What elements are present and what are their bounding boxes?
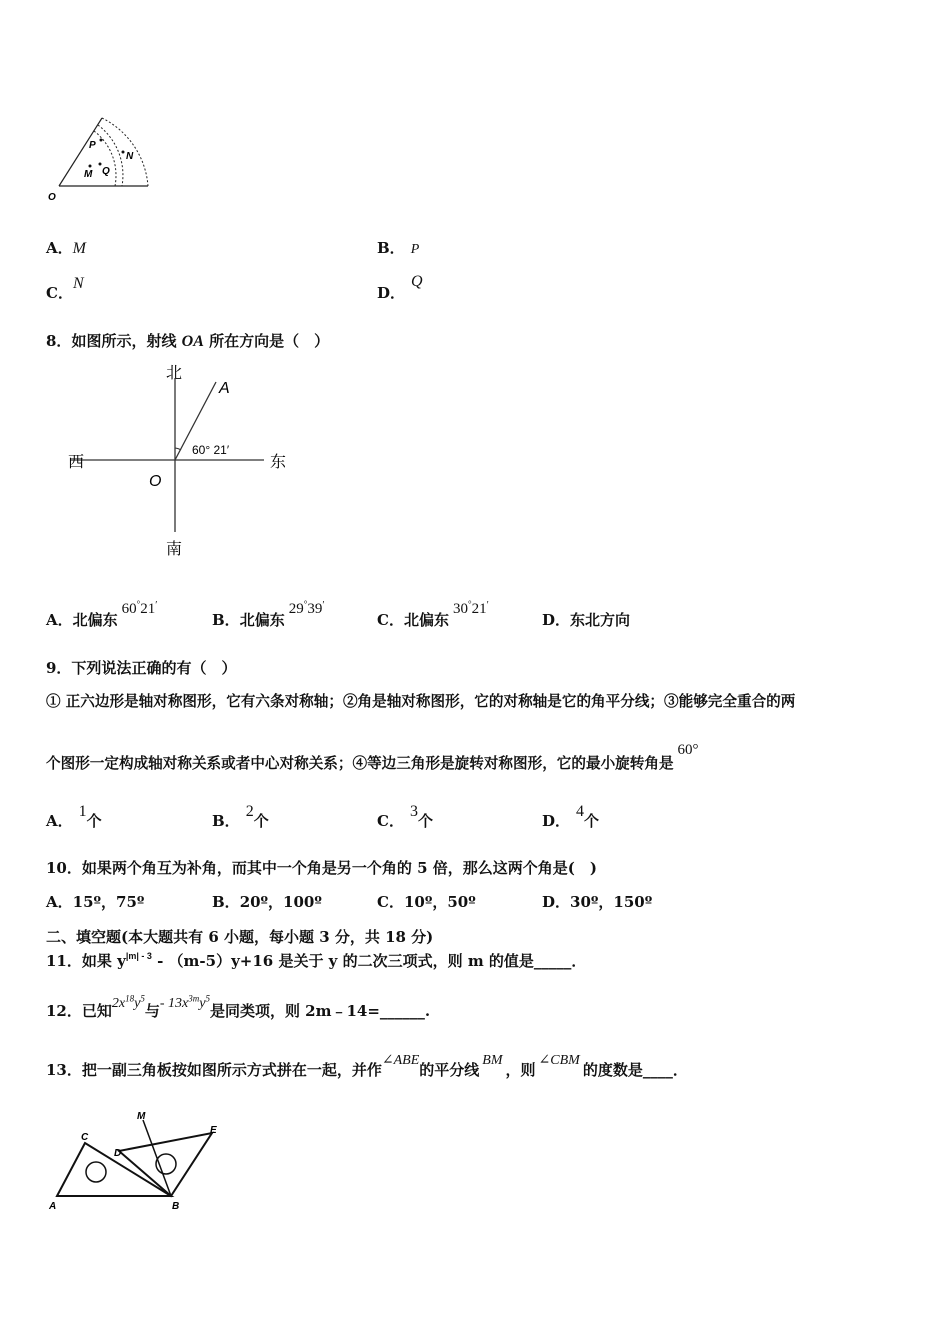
triangle-deb xyxy=(119,1133,212,1196)
q11-exponent: |m| - 3 xyxy=(125,951,152,961)
label-d-fig: D xyxy=(114,1148,122,1159)
label-c-fig: C xyxy=(81,1132,89,1143)
label-m-fig: M xyxy=(137,1111,146,1122)
label-a: A xyxy=(219,380,230,397)
label-q: Q xyxy=(102,166,110,177)
label-angle: 60° 21′ xyxy=(192,443,230,457)
q8-option-c-angle: 30°21′ xyxy=(452,599,489,617)
q7-option-c-value: N xyxy=(72,275,84,292)
label-p: P xyxy=(89,140,96,151)
q13-line-bm: BM xyxy=(482,1053,503,1068)
point-m xyxy=(89,165,92,168)
q9-option-d[interactable]: D．4个 xyxy=(542,803,600,830)
sector-ray-left xyxy=(59,118,102,186)
q8-option-c[interactable]: C．北偏东30°21′ xyxy=(377,599,489,629)
q13-text: 13．把一副三角板按如图所示方式拼在一起，并作∠ABE的平分线BM，则∠CBM的度数是____． xyxy=(46,1053,688,1079)
q7-option-a-value: M xyxy=(72,240,86,257)
q9-option-a[interactable]: A．1个 xyxy=(46,803,102,830)
q9-statement-line2: 个图形一定构成轴对称关系或者中心对称关系；④等边三角形是旋转对称图形，它的最小旋转角是60° xyxy=(46,742,699,772)
q12-term2: - $13x^{3m}y^5$ xyxy=(159,993,210,1011)
direction-figure xyxy=(62,360,302,560)
q10-option-a[interactable]: A．15º，75º xyxy=(46,893,145,911)
q8-option-b[interactable]: B．北偏东29°39′ xyxy=(212,599,325,629)
q9-angle-value: 60° xyxy=(677,742,699,758)
q8-option-b-angle: 29°39′ xyxy=(288,599,325,617)
label-m: M xyxy=(84,169,93,180)
label-e-fig: E xyxy=(210,1125,217,1136)
q11-text: 11．如果 $y^{|m| - 3} - (m-5)y+16$ 是关于 y 的二次三项式，则 m 的值是_____． xyxy=(46,951,587,970)
q8-option-a[interactable]: A．北偏东60°21′ xyxy=(46,599,158,629)
arc-inner xyxy=(94,131,116,186)
label-north: 北 xyxy=(166,365,183,382)
sector-figure xyxy=(44,104,164,204)
point-p xyxy=(100,139,103,142)
q7-option-c[interactable]: C．N xyxy=(46,275,84,302)
q8-option-a-angle: 60°21′ xyxy=(121,599,158,617)
point-n xyxy=(122,151,125,154)
q8-stem: 8．如图所示，射线 OA 所在方向是（ ） xyxy=(46,332,330,350)
label-o: O xyxy=(48,192,56,203)
label-east: 东 xyxy=(270,454,287,471)
q9-stem: 9．下列说法正确的有（ ） xyxy=(46,659,237,677)
label-south: 南 xyxy=(166,541,183,558)
label-a-fig: A xyxy=(49,1201,57,1212)
q7-option-d-value: Q xyxy=(411,273,423,290)
label-origin: O xyxy=(149,473,162,490)
q9-statement-line1: ① 正六边形是轴对称图形，它有六条对称轴；②角是轴对称图形，它的对称轴是它的角平分线；③能够完全重合的两 xyxy=(46,693,796,710)
label-b-fig: B xyxy=(172,1201,180,1212)
q10-option-c[interactable]: C．10º，50º xyxy=(377,893,476,911)
q10-option-d[interactable]: D．30º，150º xyxy=(542,893,653,911)
q13-angle-cbm: ∠CBM xyxy=(538,1053,580,1068)
angle-arc xyxy=(175,448,181,450)
q7-option-a[interactable]: A．M xyxy=(46,239,86,257)
triangle-plates-figure xyxy=(44,1108,234,1218)
q7-option-b[interactable]: B． P xyxy=(377,239,420,257)
q10-option-b[interactable]: B．20º，100º xyxy=(212,893,322,911)
q9-option-c[interactable]: C．3个 xyxy=(377,803,433,830)
q12-text: 12．已知$2x^{18}y^5$与- $13x^{3m}y^5$是同类项，则 2m﹣14=______. xyxy=(46,993,431,1020)
q12-term1: $2x^{18}y^5$ xyxy=(111,993,145,1011)
q8-option-d[interactable]: D．东北方向 xyxy=(542,611,631,629)
q10-stem: 10．如果两个角互为补角，而其中一个角是另一个角的 5 倍，那么这两个角是( ) xyxy=(46,859,597,877)
hole-left xyxy=(86,1162,106,1182)
q7-option-b-value: P xyxy=(410,242,420,257)
q7-option-d[interactable]: D．Q xyxy=(377,273,423,302)
section-fill-in-title: 二、填空题(本大题共有 6 小题，每小题 3 分，共 18 分) xyxy=(46,928,434,946)
label-west: 西 xyxy=(68,454,85,471)
q13-angle-abe: ∠ABE xyxy=(381,1053,420,1068)
q9-option-b[interactable]: B．2个 xyxy=(212,803,269,830)
label-n: N xyxy=(126,151,134,162)
